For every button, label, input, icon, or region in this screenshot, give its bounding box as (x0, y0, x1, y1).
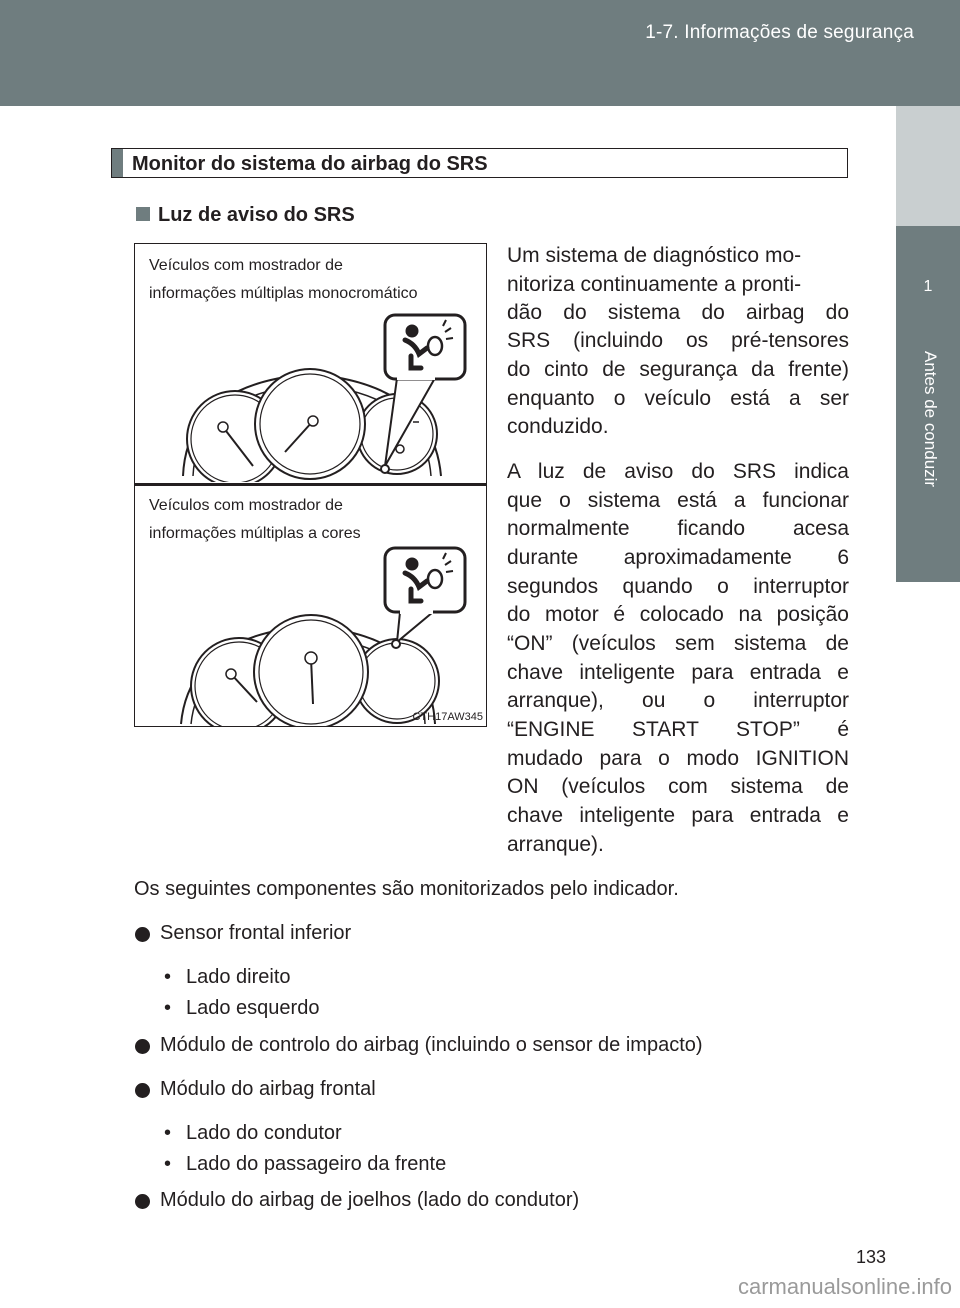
watermark[interactable]: carmanualsonline.info (737, 1274, 952, 1299)
list-item: Módulo do airbag frontal (160, 1078, 376, 1101)
figure-caption-top-2: informações múltiplas monocromático (149, 285, 418, 302)
text-line: Um sistema de diagnóstico mo- (507, 244, 802, 267)
instrument-cluster-figure (134, 243, 487, 727)
text-line: arranque). (507, 833, 604, 856)
figure-caption-bottom-2: informações múltiplas a cores (149, 525, 361, 542)
section-title: 1-7. Informações de segurança (645, 22, 914, 43)
text-line: normalmente ficando acesa (507, 517, 849, 540)
text-line: “ENGINE START STOP” é (507, 718, 849, 741)
bullet-icon (135, 927, 150, 942)
text-line: segundos quando o interruptor (507, 575, 849, 598)
text-line: dão do sistema do airbag do (507, 301, 849, 324)
text-line: enquanto o veículo está a ser (507, 387, 849, 410)
color-cluster-illustration (135, 486, 487, 726)
text-line: do motor é colocado na posição (507, 603, 849, 626)
figure-caption-top-1: Veículos com mostrador de (149, 257, 343, 274)
bullet-icon (135, 1083, 150, 1098)
text-line: ON (veículos com sistema de (507, 775, 849, 798)
text-line: que o sistema está a funcionar (507, 489, 849, 512)
monochrome-cluster-illustration (135, 244, 487, 482)
section-heading-text: Monitor do sistema do airbag do SRS (132, 153, 488, 175)
text-line: durante aproximadamente 6 (507, 546, 849, 569)
text-line: nitoriza continuamente a pronti- (507, 273, 802, 296)
section-heading (111, 148, 848, 178)
chapter-name: Antes de conduzir (921, 351, 940, 488)
intro-paragraph: Os seguintes componentes são monitorizados pelo indicador. (134, 878, 679, 900)
figure-caption-bottom-1: Veículos com mostrador de (149, 497, 343, 514)
list-item: Módulo de controlo do airbag (incluindo o sensor de impacto) (160, 1034, 703, 1057)
sub-list-item: • Lado direito (186, 966, 291, 989)
header-bar (0, 0, 960, 106)
figure-code: CTH17AW345 (412, 711, 483, 723)
sub-list-item: • Lado do condutor (186, 1122, 342, 1145)
subheading (136, 204, 355, 227)
list-item: Sensor frontal inferior (160, 922, 351, 945)
square-bullet-icon (136, 207, 150, 221)
text-line: do cinto de segurança da frente) (507, 358, 849, 381)
bullet-icon (135, 1194, 150, 1209)
text-line: arranque), ou o interruptor (507, 689, 849, 712)
text-line: chave inteligente para entrada e (507, 804, 849, 827)
bullet-icon (135, 1039, 150, 1054)
side-tab-upper (896, 106, 960, 226)
chapter-tab[interactable] (896, 226, 960, 582)
sub-list-item: • Lado esquerdo (186, 997, 319, 1020)
text-line: conduzido. (507, 415, 609, 438)
sub-list-item: • Lado do passageiro da frente (186, 1153, 446, 1176)
chapter-number: 1 (923, 278, 933, 295)
text-line: mudado para o modo IGNITION (507, 747, 849, 770)
text-line: “ON” (veículos sem sistema de (507, 632, 849, 655)
text-line: SRS (incluindo os pré-tensores (507, 329, 849, 352)
text-line: chave inteligente para entrada e (507, 661, 849, 684)
text-line: A luz de aviso do SRS indica (507, 460, 849, 483)
list-item: Módulo do airbag de joelhos (lado do condutor) (160, 1189, 579, 1212)
page-number: 133 (856, 1247, 887, 1267)
subheading-text: Luz de aviso do SRS (158, 204, 355, 226)
